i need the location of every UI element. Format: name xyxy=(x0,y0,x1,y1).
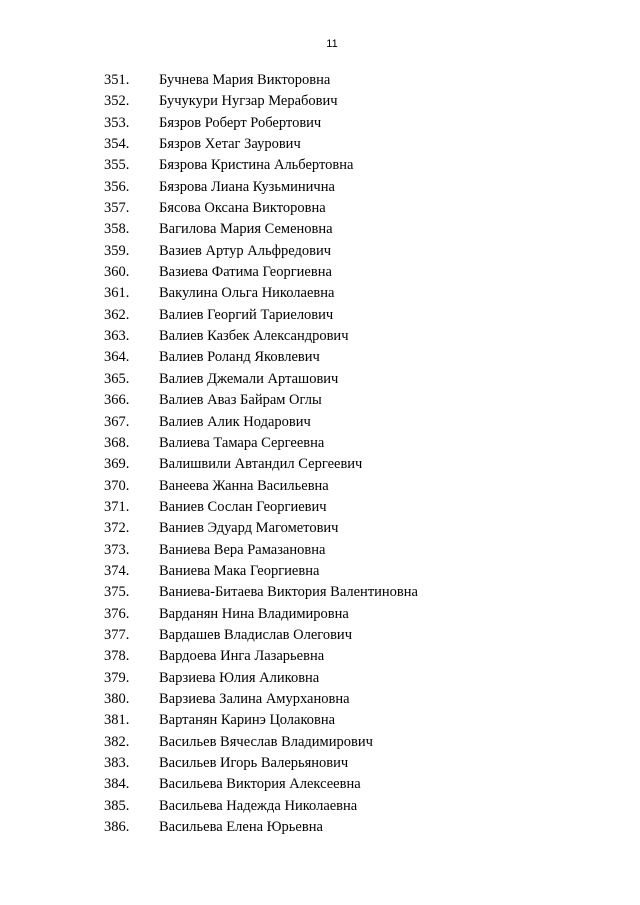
list-item xyxy=(0,540,640,561)
person-name: Ваниев Сослан Георгиевич xyxy=(159,498,327,515)
list-item xyxy=(0,454,640,475)
item-number: 368. xyxy=(104,434,130,451)
list-item xyxy=(0,134,640,155)
person-name: Васильева Надежда Николаевна xyxy=(159,797,358,814)
person-name: Бучукури Нугзар Мерабович xyxy=(159,93,338,110)
name-list xyxy=(0,70,640,838)
list-item xyxy=(0,433,640,454)
person-name: Варзиева Залина Амурхановна xyxy=(159,690,350,707)
list-item xyxy=(0,262,640,283)
list-item xyxy=(0,817,640,838)
list-item xyxy=(0,326,640,347)
person-name: Бязрова Кристина Альбертовна xyxy=(159,157,354,174)
person-name: Вардашев Владислав Олегович xyxy=(159,626,352,643)
item-number: 367. xyxy=(104,413,130,430)
list-item xyxy=(0,582,640,603)
person-name: Валиев Аваз Байрам Оглы xyxy=(159,392,322,409)
list-item xyxy=(0,412,640,433)
item-number: 356. xyxy=(104,178,130,195)
person-name: Валиев Джемали Арташович xyxy=(159,370,339,387)
item-number: 371. xyxy=(104,498,130,515)
person-name: Ваниева-Битаева Виктория Валентиновна xyxy=(159,584,418,601)
person-name: Вагилова Мария Семеновна xyxy=(159,221,333,238)
list-item xyxy=(0,668,640,689)
person-name: Вакулина Ольга Николаевна xyxy=(159,285,335,302)
person-name: Бязров Роберт Робертович xyxy=(159,114,322,131)
list-item xyxy=(0,732,640,753)
item-number: 382. xyxy=(104,733,130,750)
person-name: Бясова Оксана Викторовна xyxy=(159,200,326,217)
item-number: 362. xyxy=(104,306,130,323)
item-number: 353. xyxy=(104,114,130,131)
person-name: Бязров Хетаг Заурович xyxy=(159,136,301,153)
list-item xyxy=(0,177,640,198)
item-number: 385. xyxy=(104,797,130,814)
item-number: 376. xyxy=(104,605,130,622)
list-item xyxy=(0,390,640,411)
person-name: Ваниева Вера Рамазановна xyxy=(159,541,326,558)
person-name: Бязрова Лиана Кузьминична xyxy=(159,178,335,195)
person-name: Васильева Виктория Алексеевна xyxy=(159,776,361,793)
person-name: Валиев Алик Нодарович xyxy=(159,413,311,430)
item-number: 366. xyxy=(104,392,130,409)
person-name: Васильев Игорь Валерьянович xyxy=(159,755,349,771)
item-number: 380. xyxy=(104,690,130,707)
list-item xyxy=(0,91,640,112)
list-item xyxy=(0,518,640,539)
list-item xyxy=(0,219,640,240)
list-item xyxy=(0,476,640,497)
item-number: 351. xyxy=(104,72,130,88)
item-number: 384. xyxy=(104,776,130,793)
list-item xyxy=(0,796,640,817)
list-item xyxy=(0,625,640,646)
list-item xyxy=(0,497,640,518)
item-number: 386. xyxy=(104,819,130,836)
item-number: 372. xyxy=(104,520,130,537)
item-number: 377. xyxy=(104,626,130,643)
item-number: 369. xyxy=(104,456,130,473)
list-item xyxy=(0,753,640,774)
person-name: Ваниев Эдуард Магометович xyxy=(159,520,339,537)
item-number: 375. xyxy=(104,584,130,601)
item-number: 381. xyxy=(104,712,130,729)
list-item xyxy=(0,155,640,176)
person-name: Ваниева Мака Георгиевна xyxy=(159,562,320,579)
list-item xyxy=(0,689,640,710)
person-name: Валиев Георгий Тариелович xyxy=(159,306,334,323)
person-name: Вазиева Фатима Георгиевна xyxy=(159,264,332,281)
list-item xyxy=(0,283,640,304)
item-number: 355. xyxy=(104,157,130,174)
person-name: Валишвили Автандил Сергеевич xyxy=(159,456,363,473)
item-number: 374. xyxy=(104,562,130,579)
item-number: 370. xyxy=(104,477,130,494)
item-number: 361. xyxy=(104,285,130,302)
list-item xyxy=(0,646,640,667)
item-number: 365. xyxy=(104,370,130,387)
person-name: Васильев Вячеслав Владимирович xyxy=(159,733,373,750)
item-number: 359. xyxy=(104,242,130,259)
item-number: 352. xyxy=(104,93,130,110)
item-number: 357. xyxy=(104,200,130,217)
person-name: Васильева Елена Юрьевна xyxy=(159,819,323,836)
list-item xyxy=(0,774,640,795)
person-name: Валиев Казбек Александрович xyxy=(159,328,349,345)
list-item xyxy=(0,369,640,390)
list-item xyxy=(0,113,640,134)
list-item xyxy=(0,198,640,219)
person-name: Вазиев Артур Альфредович xyxy=(159,242,332,259)
item-number: 358. xyxy=(104,221,130,238)
list-item xyxy=(0,710,640,731)
person-name: Варданян Нина Владимировна xyxy=(159,605,349,622)
item-number: 363. xyxy=(104,328,130,345)
list-item xyxy=(0,70,640,91)
item-number: 373. xyxy=(104,541,130,558)
item-number: 360. xyxy=(104,264,130,281)
item-number: 364. xyxy=(104,349,130,366)
item-number: 354. xyxy=(104,136,130,153)
person-name: Варзиева Юлия Аликовна xyxy=(159,669,320,686)
person-name: Вардоева Инга Лазарьевна xyxy=(159,648,325,665)
list-item xyxy=(0,604,640,625)
list-item xyxy=(0,561,640,582)
item-number: 378. xyxy=(104,648,130,665)
person-name: Ванеева Жанна Васильевна xyxy=(159,477,329,494)
person-name: Вартанян Каринэ Цолаковна xyxy=(159,712,336,729)
item-number: 383. xyxy=(104,755,130,771)
list-item xyxy=(0,347,640,368)
person-name: Бучнева Мария Викторовна xyxy=(159,72,331,88)
person-name: Валиев Роланд Яковлевич xyxy=(159,349,320,366)
page-number: 11 xyxy=(326,38,338,50)
list-item xyxy=(0,305,640,326)
list-item xyxy=(0,241,640,262)
item-number: 379. xyxy=(104,669,130,686)
person-name: Валиева Тамара Сергеевна xyxy=(159,434,325,451)
